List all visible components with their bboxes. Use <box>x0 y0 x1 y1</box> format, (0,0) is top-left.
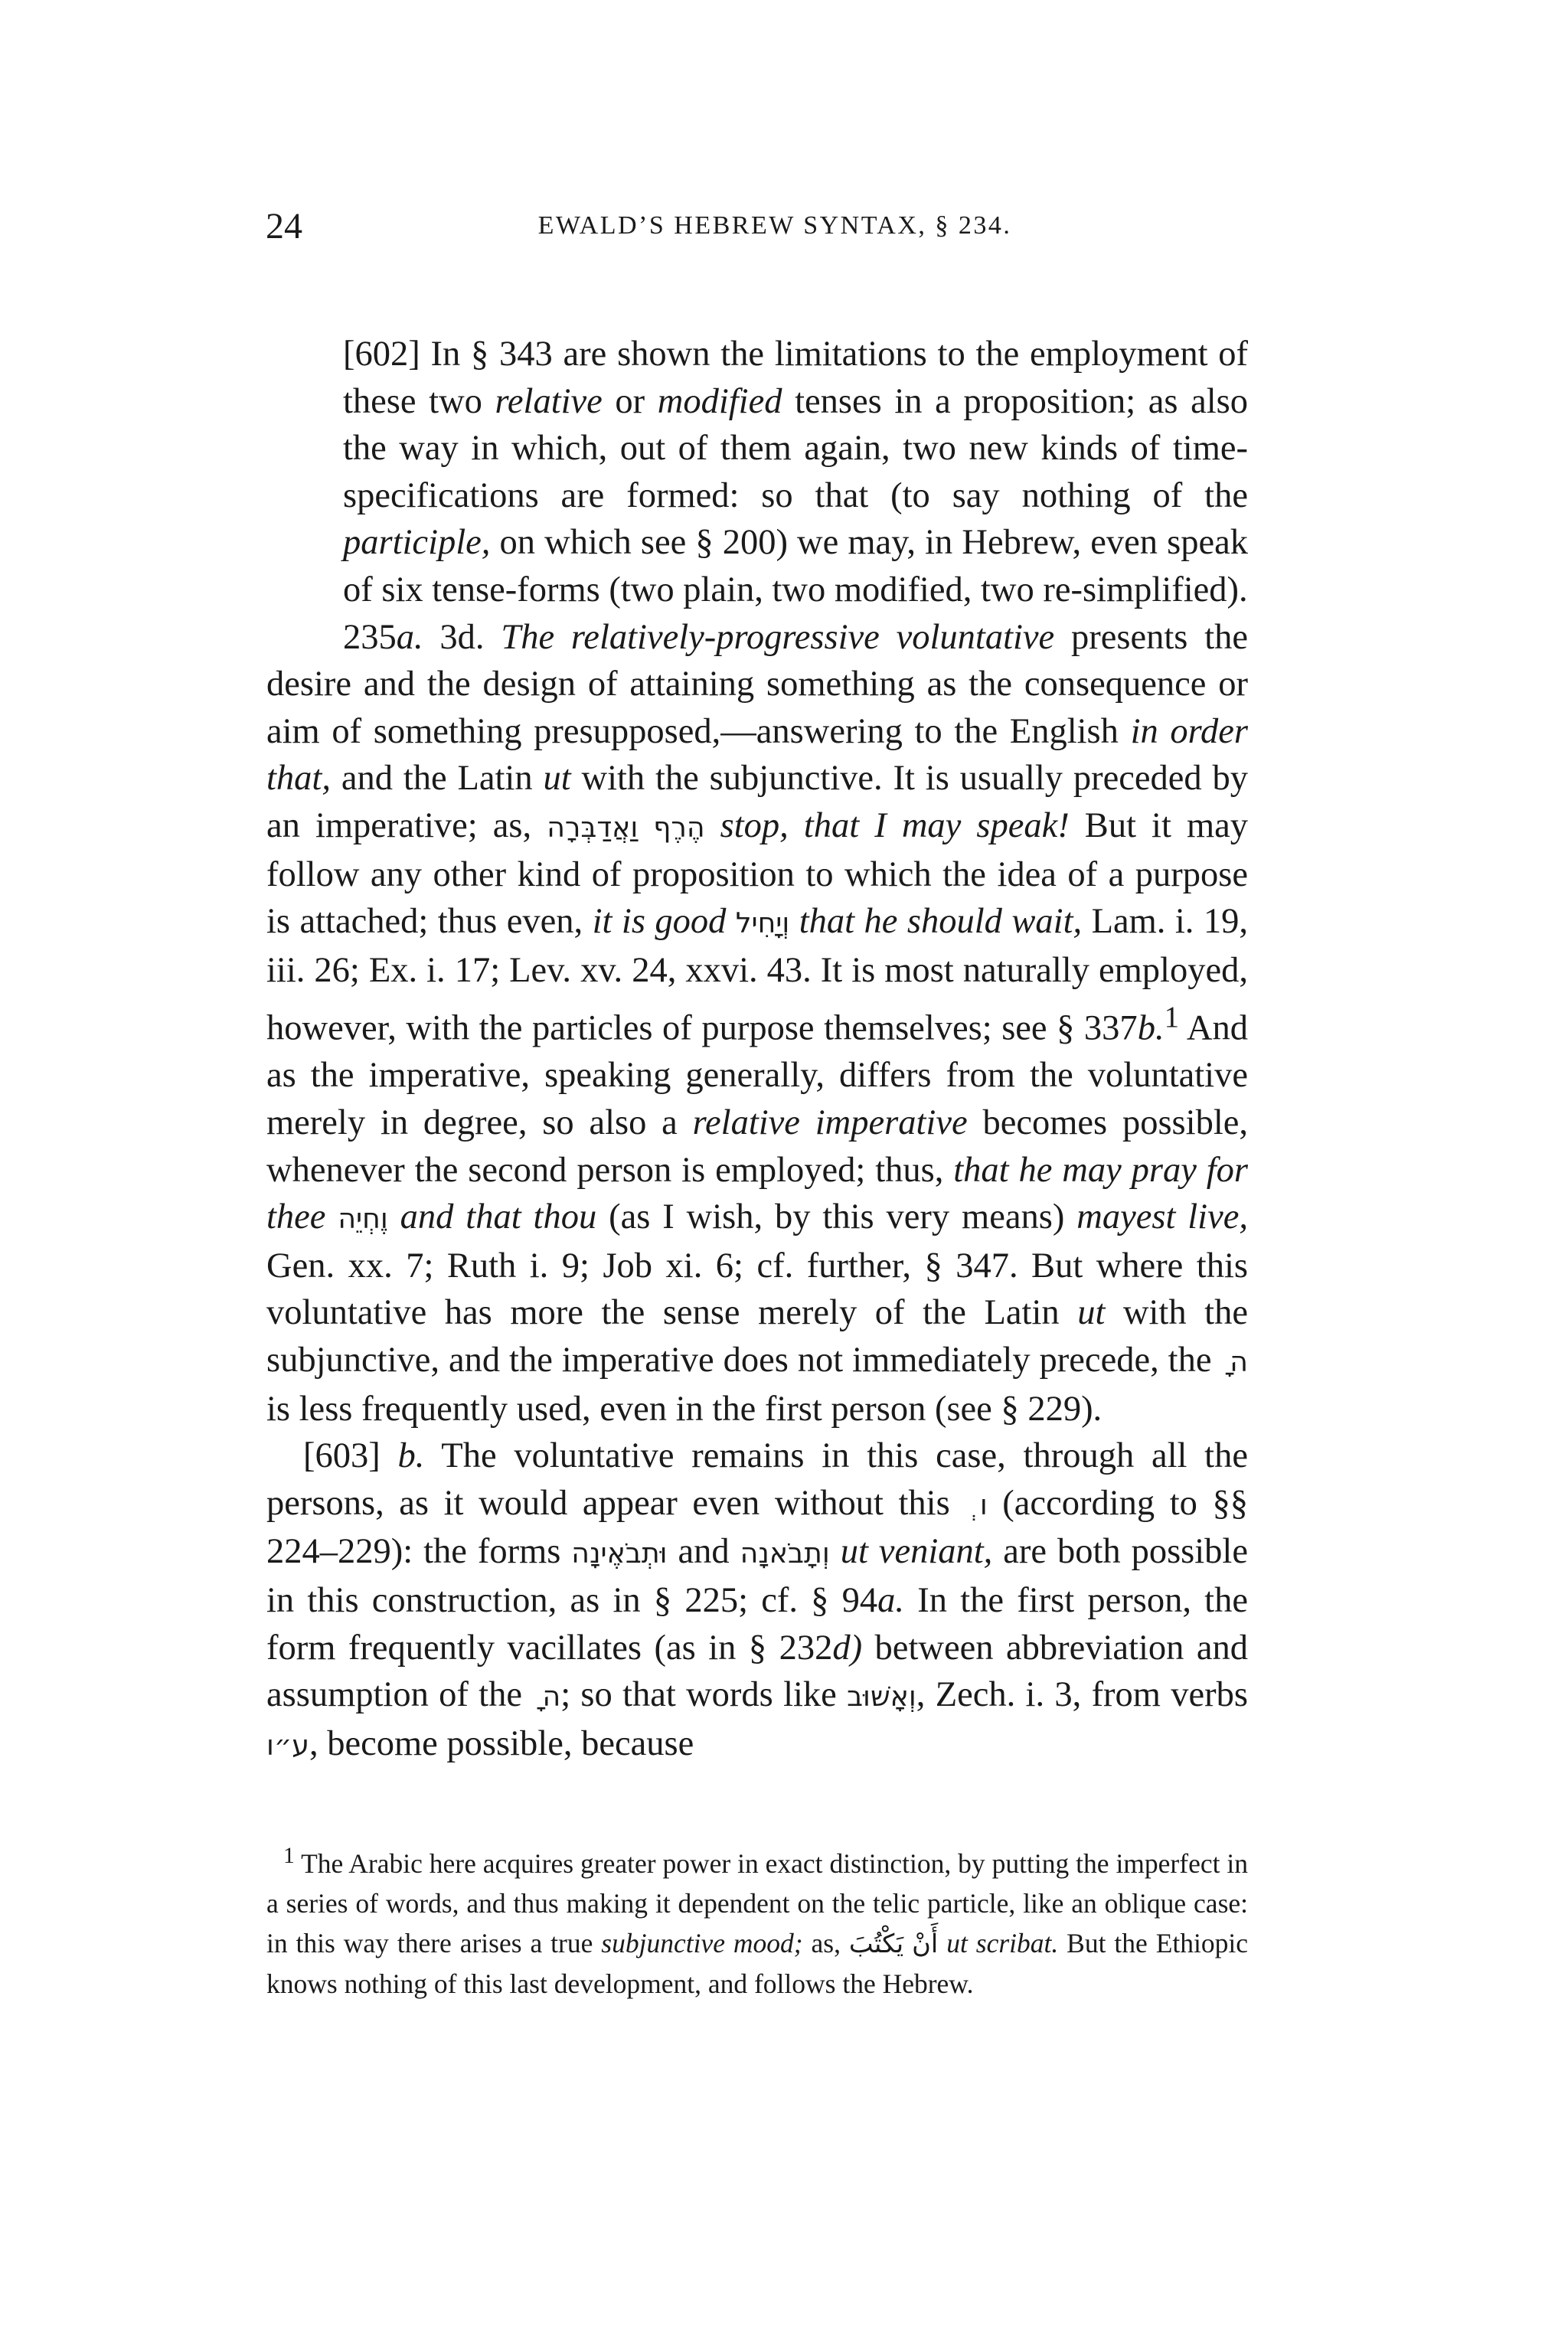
footnote-mark: 1 <box>283 1844 295 1868</box>
footnote <box>266 1836 1248 2004</box>
hebrew-letter: ו ְ <box>965 1488 988 1521</box>
hebrew-word: הֶרֶף וַאֲדַבְּרָה <box>547 810 705 844</box>
arabic-word: يَكْتُبَ <box>848 1928 904 1958</box>
hebrew-word: וְיָחִיל <box>735 906 790 940</box>
running-head <box>266 205 1284 251</box>
section-marker-602: [602] <box>343 335 420 374</box>
section-number-235: 235 <box>343 617 397 657</box>
hebrew-ending: ה ָ <box>1220 1344 1248 1378</box>
running-title: EWALD’S HEBREW SYNTAX, § 234. <box>537 211 1012 240</box>
paragraph-602: [602] In § 343 are shown the limitations to the employment of these two relative or modified tenses in a proposition; as also the way in which, out of them again, two new kinds of time-specifications are formed: so that (to say nothing of the participle, on which see § 200) we may, in Hebrew, even speak of six tense-forms (two plain, two modified, two re-simplified). <box>343 335 1248 609</box>
hebrew-word: וְתָבֹאנָה <box>740 1537 830 1570</box>
page-number: 24 <box>266 206 302 247</box>
paragraph-603: [603] b. The voluntative remains in this case, through all the persons, as it would appear even without this ו ְ (according to §§ 224–229): the forms וּתְבֹאֶינָה and וְתָבֹאנָה ut veniant, are both possible in this construction, as in § 225; cf. § 94a. In the first person, the form frequently vacillates (as in § 232d) between abbreviation and assumption of the ה ָ; so that words like וְאָשׁוּב, Zech. i. 3, from verbs ע״ו, become possible, because <box>266 1436 1248 1763</box>
section-marker-603: [603] <box>303 1436 381 1476</box>
hebrew-word: וְאָשׁוּב <box>847 1680 916 1713</box>
hebrew-ending: ה ָ <box>532 1680 561 1713</box>
hebrew-word: ע״ו <box>266 1728 309 1762</box>
hebrew-word: וֶחְיֵה <box>338 1202 388 1236</box>
hebrew-word: וּתְבֹאֶינָה <box>571 1537 668 1570</box>
footnote-reference[interactable]: 1 <box>1164 1001 1179 1034</box>
footnote-text: $^1$ The Arabic here acquires greater power in exact distinction, by putting the imperfect in a series of words, and thus making it dependent on the telic particle, like an oblique case: in this way there arises a true subjunctive mood; as, يَكْتُبَ أَنْ ut scribat. But the Ethiopic knows nothing of this last development, and follows the Hebrew. <box>266 1844 1248 1999</box>
arabic-word: أَنْ <box>912 1928 939 1958</box>
body-text <box>266 331 1248 1769</box>
paragraph-235a: 235a. 3d. The relatively-progressive voluntative presents the desire and the design of attaining something as the consequence or aim of something presupposed,—answering to the English in order that, and the Latin ut with the subjunctive. It is usually preceded by an imperative; as, הֶרֶף וַאֲדַבְּרָה stop, that I may speak! But it may follow any other kind of proposition to which the idea of a purpose is attached; thus even, it is good וְיָחִיל that he should wait, Lam. i. 19, iii. 26; Ex. i. 17; Lev. xv. 24, xxvi. 43. It is most naturally employed, however, with the particles of purpose themselves; see § 337b.$^1$ And as the imperative, speaking generally, differs from the voluntative merely in degree, so also a relative imperative becomes possible, whenever the second person is employed; thus, that he may pray for thee וֶחְיֵה and that thou (as I wish, by this very means) mayest live, Gen. xx. 7; Ruth i. 9; Job xi. 6; cf. further, § 347. But where this voluntative has more the sense merely of the Latin ut with the subjunctive, and the imperative does not immediately precede, the ה ָ is less frequently used, even in the first person (see § 229). <box>266 617 1249 1429</box>
